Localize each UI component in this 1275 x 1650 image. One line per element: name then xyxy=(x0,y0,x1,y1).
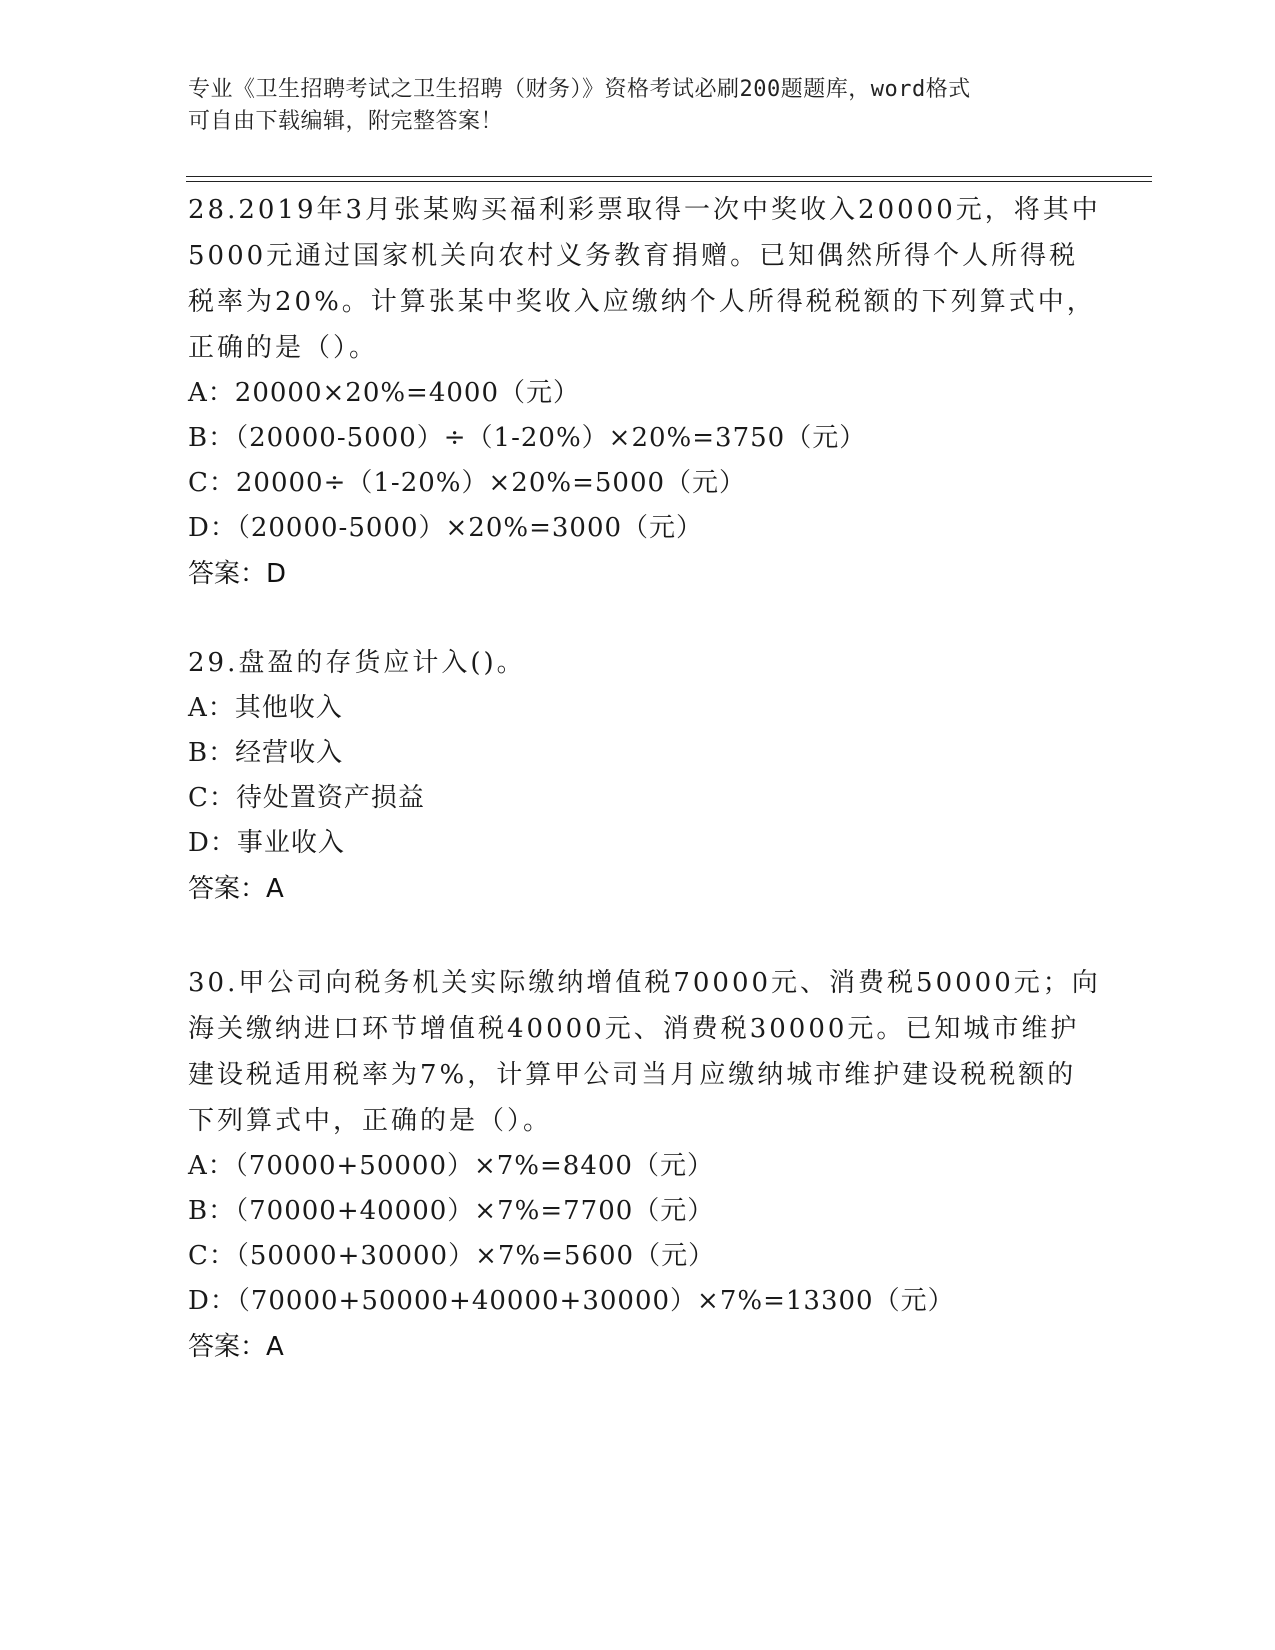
header-title-line-1: 专业《卫生招聘考试之卫生招聘（财务）》资格考试必刷200题题库，word格式 xyxy=(188,77,971,102)
option-c: C：待处置资产损益 xyxy=(188,783,425,813)
question-stem-line: 28.2019年3月张某购买福利彩票取得一次中奖收入20000元，将其中 xyxy=(188,195,1101,225)
option-d: D：（20000-5000）×20%=3000（元） xyxy=(188,513,704,543)
question-stem-line: 海关缴纳进口环节增值税40000元、消费税30000元。已知城市维护 xyxy=(188,1014,1080,1044)
question-stem-line: 29.盘盈的存货应计入()。 xyxy=(188,648,526,678)
question-stem-line: 下列算式中，正确的是（）。 xyxy=(188,1106,553,1136)
header-divider-top xyxy=(186,176,1152,177)
option-c: C：20000÷（1-20%）×20%=5000（元） xyxy=(188,468,747,498)
option-c: C：（50000+30000）×7%=5600（元） xyxy=(188,1241,716,1271)
question-stem-line: 税率为20%。计算张某中奖收入应缴纳个人所得税税额的下列算式中， xyxy=(188,287,1096,317)
answer-label: 答案：A xyxy=(188,1332,284,1362)
option-a: A：（70000+50000）×7%=8400（元） xyxy=(188,1151,714,1181)
question-30 xyxy=(188,960,1101,1370)
option-b: B：（20000-5000）÷（1-20%）×20%=3750（元） xyxy=(188,423,867,453)
option-a: A：20000×20%=4000（元） xyxy=(188,378,581,408)
option-b: B：（70000+40000）×7%=7700（元） xyxy=(188,1196,715,1226)
question-stem-line: 正确的是（）。 xyxy=(188,333,379,363)
question-stem-line: 5000元通过国家机关向农村义务教育捐赠。已知偶然所得个人所得税 xyxy=(188,241,1079,271)
option-a: A：其他收入 xyxy=(188,693,343,723)
question-stem-line: 建设税适用税率为7%，计算甲公司当月应缴纳城市维护建设税税额的 xyxy=(188,1060,1077,1090)
answer-label: 答案：D xyxy=(188,559,287,589)
option-d: D：事业收入 xyxy=(188,828,345,858)
option-b: B：经营收入 xyxy=(188,738,344,768)
question-29 xyxy=(188,640,1088,912)
header-title-line-2: 可自由下载编辑，附完整答案！ xyxy=(188,109,504,134)
option-d: D：（70000+50000+40000+30000）×7%=13300（元） xyxy=(188,1286,955,1316)
answer-label: 答案：A xyxy=(188,874,284,904)
header-divider-bottom xyxy=(186,181,1152,182)
question-stem-line: 30.甲公司向税务机关实际缴纳增值税70000元、消费税50000元；向 xyxy=(188,968,1101,998)
question-28 xyxy=(188,187,1101,597)
document-header xyxy=(188,74,1068,138)
